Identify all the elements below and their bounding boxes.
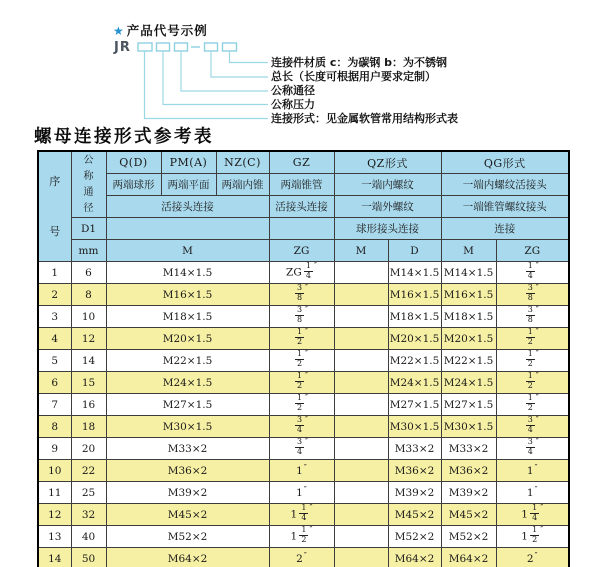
- header-gz-unit: ZG: [269, 240, 334, 262]
- cell-seq: 7: [38, 394, 71, 416]
- nut-connection-reference-table: [37, 150, 570, 567]
- cell-seq: 9: [38, 438, 71, 460]
- code-box-3: [175, 43, 188, 51]
- cell-m: M14×1.5: [106, 262, 269, 284]
- header-qz-row2: 一端内螺纹: [334, 174, 441, 196]
- cell-gz: 1 $\frac{1}{4}$ ″: [269, 504, 334, 526]
- col-header-qz-code: QZ形式: [334, 151, 441, 174]
- cell-dn: 32: [71, 504, 106, 526]
- table-title: 螺母连接形式参考表: [34, 127, 214, 147]
- cell-seq: 1: [38, 262, 71, 284]
- cell-gz: $\frac{1}{2}$ ″: [269, 350, 334, 372]
- cell-m: M18×1.5: [106, 306, 269, 328]
- cell-gz: $\frac{3}{8}$ ″: [269, 306, 334, 328]
- header-qg-row4: 连接: [441, 218, 569, 240]
- col-header-seq: [38, 151, 71, 262]
- cell-qz-m: [334, 460, 388, 482]
- cell-qz-d: M14×1.5: [388, 262, 441, 284]
- cell-qg-zg: $\frac{1}{2}$ ″: [496, 328, 569, 350]
- cell-qz-m: [334, 482, 388, 504]
- label-nominal-pressure: 公称压力: [271, 98, 315, 111]
- cell-qg-zg: $\frac{1}{2}$ ″: [496, 372, 569, 394]
- cell-qz-m: [334, 328, 388, 350]
- code-box-1: [138, 43, 152, 51]
- cell-gz: $\frac{3}{8}$ ″: [269, 284, 334, 306]
- cell-qg-m: M16×1.5: [441, 284, 496, 306]
- code-box-2: [157, 43, 170, 51]
- cell-seq: 14: [38, 548, 71, 567]
- cell-gz: ZG $\frac{1}{4}$ ″: [269, 262, 334, 284]
- star-icon: ★: [113, 24, 125, 38]
- col-header-q-code: Q(D): [106, 151, 161, 174]
- header-row-4: [38, 218, 569, 240]
- fan-line-length: [211, 51, 268, 77]
- cell-qg-m: M27×1.5: [441, 394, 496, 416]
- header-qg-unit-m: M: [441, 240, 496, 262]
- product-code-example-label: 产品代号示例: [126, 23, 208, 38]
- label-connection-form: 连接形式：见金属软管常用结构形式表: [271, 112, 458, 125]
- cell-gz: 1″: [269, 482, 334, 504]
- cell-seq: 13: [38, 526, 71, 548]
- code-box-4: [205, 43, 218, 51]
- header-qz-row4: 球形接头连接: [334, 218, 441, 240]
- table-row: [38, 548, 569, 567]
- header-row-3: [38, 196, 569, 218]
- code-digit-boxes: [138, 43, 237, 51]
- cell-dn: 25: [71, 482, 106, 504]
- cell-qg-m: M20×1.5: [441, 328, 496, 350]
- cell-dn: 10: [71, 306, 106, 328]
- header-empty-gz: [269, 218, 334, 240]
- cell-seq: 3: [38, 306, 71, 328]
- cell-gz: $\frac{1}{2}$ ″: [269, 328, 334, 350]
- cell-m: M39×2: [106, 482, 269, 504]
- cell-qz-m: [334, 372, 388, 394]
- header-d1: D1: [71, 218, 106, 240]
- cell-qz-d: M27×1.5: [388, 394, 441, 416]
- cell-qg-zg: $\frac{3}{4}$ ″: [496, 438, 569, 460]
- cell-qg-zg: $\frac{3}{8}$ ″: [496, 284, 569, 306]
- table-row: [38, 350, 569, 372]
- product-code-prefix: JR: [114, 40, 131, 55]
- cell-qz-d: M33×2: [388, 438, 441, 460]
- cell-qz-d: M16×1.5: [388, 284, 441, 306]
- header-q-ends: 两端球形: [106, 174, 161, 196]
- label-nominal-diameter: 公称通径: [271, 84, 315, 97]
- cell-dn: 50: [71, 548, 106, 567]
- cell-m: M20×1.5: [106, 328, 269, 350]
- cell-dn: 12: [71, 328, 106, 350]
- cell-qg-m: M24×1.5: [441, 372, 496, 394]
- cell-qz-m: [334, 350, 388, 372]
- header-qpn-unit: M: [106, 240, 269, 262]
- cell-gz: 1″: [269, 460, 334, 482]
- header-pm-ends: 两端平面: [161, 174, 216, 196]
- table-row: [38, 416, 569, 438]
- cell-qz-d: M22×1.5: [388, 350, 441, 372]
- cell-qg-zg: 1 $\frac{1}{4}$ ″: [496, 504, 569, 526]
- cell-gz: $\frac{3}{4}$ ″: [269, 438, 334, 460]
- seq-vertical-text: 序 号: [49, 175, 61, 238]
- cell-seq: 12: [38, 504, 71, 526]
- cell-qg-m: M33×2: [441, 438, 496, 460]
- cell-qg-zg: $\frac{1}{2}$ ″: [496, 350, 569, 372]
- cell-qz-d: M18×1.5: [388, 306, 441, 328]
- header-empty-qpn: [106, 218, 269, 240]
- cell-qz-d: M64×2: [388, 548, 441, 567]
- cell-seq: 4: [38, 328, 71, 350]
- cell-seq: 10: [38, 460, 71, 482]
- cell-qg-m: M22×1.5: [441, 350, 496, 372]
- cell-qz-m: [334, 504, 388, 526]
- cell-qg-zg: 2″: [496, 548, 569, 567]
- cell-gz: 2″: [269, 548, 334, 567]
- cell-qg-zg: 1 $\frac{1}{2}$ ″: [496, 526, 569, 548]
- cell-gz: $\frac{3}{4}$ ″: [269, 416, 334, 438]
- cell-qg-m: M64×2: [441, 548, 496, 567]
- code-fan-lines: [145, 51, 269, 119]
- col-header-qg-code: QG形式: [441, 151, 569, 174]
- cell-dn: 15: [71, 372, 106, 394]
- header-row-5: [38, 240, 569, 262]
- cell-qg-m: M18×1.5: [441, 306, 496, 328]
- cell-m: M64×2: [106, 548, 269, 567]
- table-row: [38, 262, 569, 284]
- col-header-pm-code: PM(A): [161, 151, 216, 174]
- header-row-1: [38, 151, 569, 174]
- cell-dn: 16: [71, 394, 106, 416]
- cell-qz-d: M45×2: [388, 504, 441, 526]
- cell-qz-m: [334, 284, 388, 306]
- header-qz-unit-d: D: [388, 240, 441, 262]
- header-qz-row3: 一端外螺纹: [334, 196, 441, 218]
- cell-dn: 14: [71, 350, 106, 372]
- cell-qg-m: M45×2: [441, 504, 496, 526]
- table-row: [38, 526, 569, 548]
- cell-m: M24×1.5: [106, 372, 269, 394]
- header-gz-conn: 活接头连接: [269, 196, 334, 218]
- cell-dn: 8: [71, 284, 106, 306]
- col-header-nominal: [71, 151, 106, 218]
- table-row: [38, 372, 569, 394]
- header-qz-unit-m: M: [334, 240, 388, 262]
- cell-qg-m: M52×2: [441, 526, 496, 548]
- cell-qg-zg: 1″: [496, 482, 569, 504]
- fan-line-material: [230, 51, 269, 63]
- cell-qz-d: M52×2: [388, 526, 441, 548]
- cell-m: M27×1.5: [106, 394, 269, 416]
- header-qg-row3: 一端锥管螺纹接头: [441, 196, 569, 218]
- cell-gz: $\frac{1}{2}$ ″: [269, 372, 334, 394]
- fan-line-pressure: [163, 51, 268, 105]
- cell-qz-m: [334, 394, 388, 416]
- col-header-nz-code: NZ(C): [216, 151, 269, 174]
- cell-seq: 5: [38, 350, 71, 372]
- cell-qg-zg: $\frac{3}{8}$ ″: [496, 306, 569, 328]
- table-row: [38, 328, 569, 350]
- cell-m: M36×2: [106, 460, 269, 482]
- code-box-5: [223, 43, 237, 51]
- table-row: [38, 394, 569, 416]
- cell-qz-d: M39×2: [388, 482, 441, 504]
- cell-dn: 18: [71, 416, 106, 438]
- table-row: [38, 482, 569, 504]
- table-row: [38, 306, 569, 328]
- cell-m: M22×1.5: [106, 350, 269, 372]
- table-row: [38, 284, 569, 306]
- cell-seq: 11: [38, 482, 71, 504]
- header-gz-ends: 两端锥管: [269, 174, 334, 196]
- cell-qz-d: M36×2: [388, 460, 441, 482]
- cell-qg-zg: $\frac{1}{2}$ ″: [496, 394, 569, 416]
- header-mm: mm: [71, 240, 106, 262]
- table-row: [38, 460, 569, 482]
- cell-seq: 6: [38, 372, 71, 394]
- table-row: [38, 504, 569, 526]
- cell-qg-zg: 1″: [496, 460, 569, 482]
- cell-dn: 40: [71, 526, 106, 548]
- cell-qz-m: [334, 548, 388, 567]
- cell-qz-m: [334, 526, 388, 548]
- cell-qg-m: M30×1.5: [441, 416, 496, 438]
- header-row-2: [38, 174, 569, 196]
- cell-m: M16×1.5: [106, 284, 269, 306]
- cell-seq: 2: [38, 284, 71, 306]
- cell-qz-m: [334, 306, 388, 328]
- label-total-length: 总长（长度可根据用户要求定制）: [271, 70, 436, 83]
- nominal-vertical-text: 公 称 通 径: [83, 154, 94, 214]
- cell-dn: 22: [71, 460, 106, 482]
- cell-gz: $\frac{1}{2}$ ″: [269, 394, 334, 416]
- table-row: [38, 438, 569, 460]
- cell-qg-zg: $\frac{1}{4}$ ″: [496, 262, 569, 284]
- cell-gz: 1 $\frac{1}{2}$ ″: [269, 526, 334, 548]
- cell-m: M45×2: [106, 504, 269, 526]
- cell-qz-d: M30×1.5: [388, 416, 441, 438]
- header-qg-row2: 一端内螺纹活接头: [441, 174, 569, 196]
- cell-m: M33×2: [106, 438, 269, 460]
- cell-dn: 6: [71, 262, 106, 284]
- cell-dn: 20: [71, 438, 106, 460]
- cell-qz-m: [334, 262, 388, 284]
- cell-qz-d: M24×1.5: [388, 372, 441, 394]
- fan-line-diameter: [181, 51, 268, 91]
- cell-m: M52×2: [106, 526, 269, 548]
- cell-m: M30×1.5: [106, 416, 269, 438]
- cell-qg-zg: $\frac{3}{4}$ ″: [496, 416, 569, 438]
- header-qpn-conn: 活接头连接: [106, 196, 269, 218]
- cell-qg-m: M36×2: [441, 460, 496, 482]
- cell-qz-m: [334, 416, 388, 438]
- header-nz-ends: 两端内锥: [216, 174, 269, 196]
- cell-qg-m: M14×1.5: [441, 262, 496, 284]
- label-connector-material: 连接件材质 c：为碳钢 b：为不锈钢: [271, 56, 448, 69]
- cell-seq: 8: [38, 416, 71, 438]
- header-qg-unit-zg: ZG: [496, 240, 569, 262]
- cell-qz-d: M20×1.5: [388, 328, 441, 350]
- cell-qz-m: [334, 438, 388, 460]
- col-header-gz-code: GZ: [269, 151, 334, 174]
- cell-qg-m: M39×2: [441, 482, 496, 504]
